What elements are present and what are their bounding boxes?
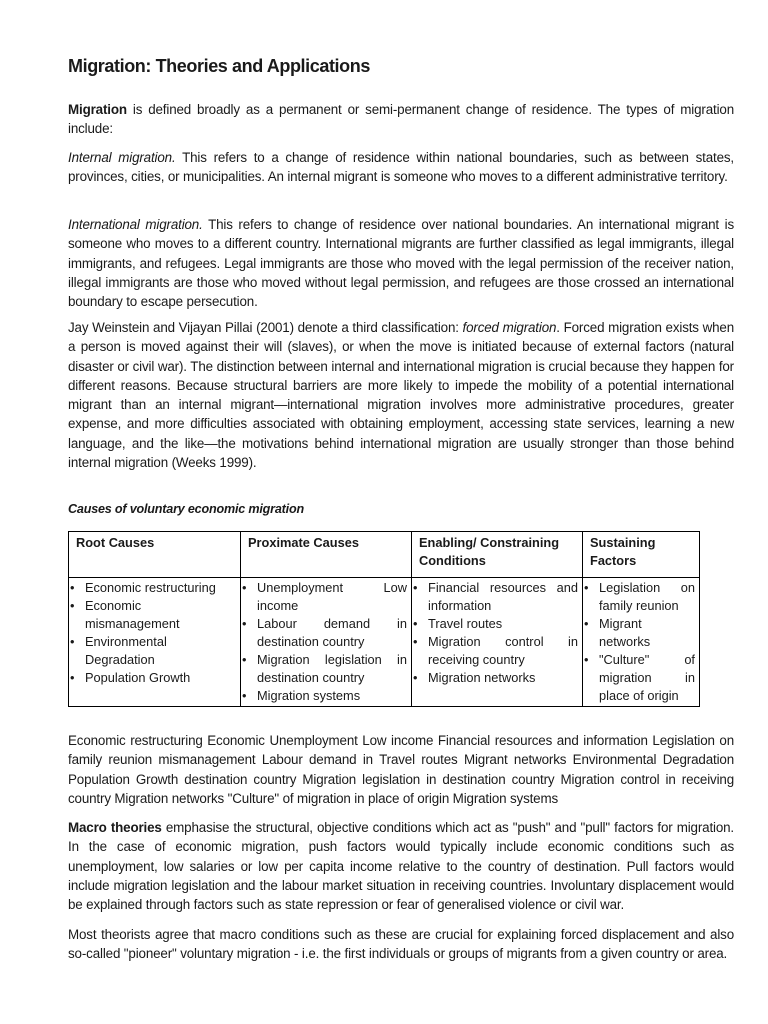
list-item: • Economic restructuring [69, 579, 236, 597]
internal-term: Internal migration. [68, 150, 176, 165]
forced-after: . Forced migration exists when a person is moved against their will (slaves), or when the move is initiated because of external factors (natural disaster or civil war). The distinction between internal and international migration is crucial because they happen for different reasons. Because structural barriers are more likely to impede the mobility of a potential international migrant than an internal migrant—international migration involves more administrative procedures, greater expense, and more difficulties associated with obtaining employment, accessing state services, learning a new language, and the like—the motivations behind international migration are usually stronger than those behind internal migration (Weeks 1999). [68, 320, 734, 471]
flattened-table-text: Economic restructuring Economic Unemployment Low income Financial resources and information Legislation on family reunion mismanagement Labour demand in Travel routes Migrant networks Environmental Degradation Population Growth destination country Migration legislation in destination country Migration control in receiving country Migration networks "Culture" of migration in place of origin Migration systems [68, 733, 734, 806]
list-item: • Migration networks [412, 669, 578, 687]
list-item: • Unemployment Low income [241, 579, 407, 615]
closing-paragraph: Most theorists agree that macro conditions such as these are crucial for explaining forced displacement and also so-called "pioneer" voluntary migration - i.e. the first individuals or groups of migrants from a given country or area. [68, 927, 734, 962]
causes-table [68, 531, 700, 707]
list-item: • Population Growth [69, 669, 236, 687]
list-item: • Migration legislation in destination country [241, 651, 407, 687]
international-migration-paragraph [68, 215, 734, 311]
list-item: • "Culture" of migration in place of origin [583, 651, 695, 705]
forced-before: Jay Weinstein and Vijayan Pillai (2001) denote a third classification: [68, 320, 463, 335]
international-term: International migration. [68, 217, 203, 232]
table-header: Root Causes [69, 532, 241, 578]
table-header: Sustaining Factors [583, 532, 700, 578]
intro-term: Migration [68, 102, 127, 117]
list-item: • Travel routes [412, 615, 578, 633]
table-header-row [69, 532, 700, 578]
macro-term: Macro theories [68, 820, 162, 835]
list-item: • Migrant networks [583, 615, 695, 651]
list-item: • Financial resources and information [412, 579, 578, 615]
table-header: Enabling/ Constraining Conditions [412, 532, 583, 578]
sustaining-factors-cell [583, 578, 700, 707]
list-item: • Migration systems [241, 687, 407, 705]
proximate-causes-cell [241, 578, 412, 707]
list-item: • Migration control in receiving country [412, 633, 578, 669]
internal-text: This refers to a change of residence within national boundaries, such as between states, provinces, cities, or municipalities. An internal migrant is someone who moves to a different administrative territory. [68, 150, 734, 185]
forced-migration-paragraph [68, 318, 734, 472]
conditions-cell [412, 578, 583, 707]
intro-text: is defined broadly as a permanent or semi-permanent change of residence. The types of migration include: [68, 102, 734, 137]
table-header: Proximate Causes [241, 532, 412, 578]
forced-term: forced migration [462, 320, 557, 335]
internal-migration-paragraph [68, 148, 734, 187]
table-row [69, 578, 700, 707]
list-item: • Legislation on family reunion [583, 579, 695, 615]
macro-theories-paragraph [68, 818, 734, 914]
table-caption: Causes of voluntary economic migration [68, 502, 304, 516]
list-item: • Labour demand in destination country [241, 615, 407, 651]
list-item: • Economic mismanagement [69, 597, 236, 633]
root-causes-cell [69, 578, 241, 707]
page-title: Migration: Theories and Applications [68, 56, 370, 76]
international-text: This refers to change of residence over national boundaries. An international migrant is someone who moves to a different country. International migrants are further classified as legal immigrants, illegal immigrants, and refugees. Legal immigrants are those who moved with the legal permission of the receiver nation, illegal immigrants are those who moved without legal permission, and refugees are those crossed an international boundary to escape persecution. [68, 217, 734, 310]
intro-paragraph [68, 100, 734, 139]
list-item: • Environmental Degradation [69, 633, 236, 669]
macro-text: emphasise the structural, objective conditions which act as "push" and "pull" factors for migration. In the case of economic migration, push factors would typically include economic conditions such as unemployment, low salaries or low per capita income relative to the country of destination. Pull factors would include migration legislation and the labour market situation in receiving countries. Involuntary displacement would be explained through factors such as state repression or fear of generalised violence or civil war. [68, 820, 735, 913]
